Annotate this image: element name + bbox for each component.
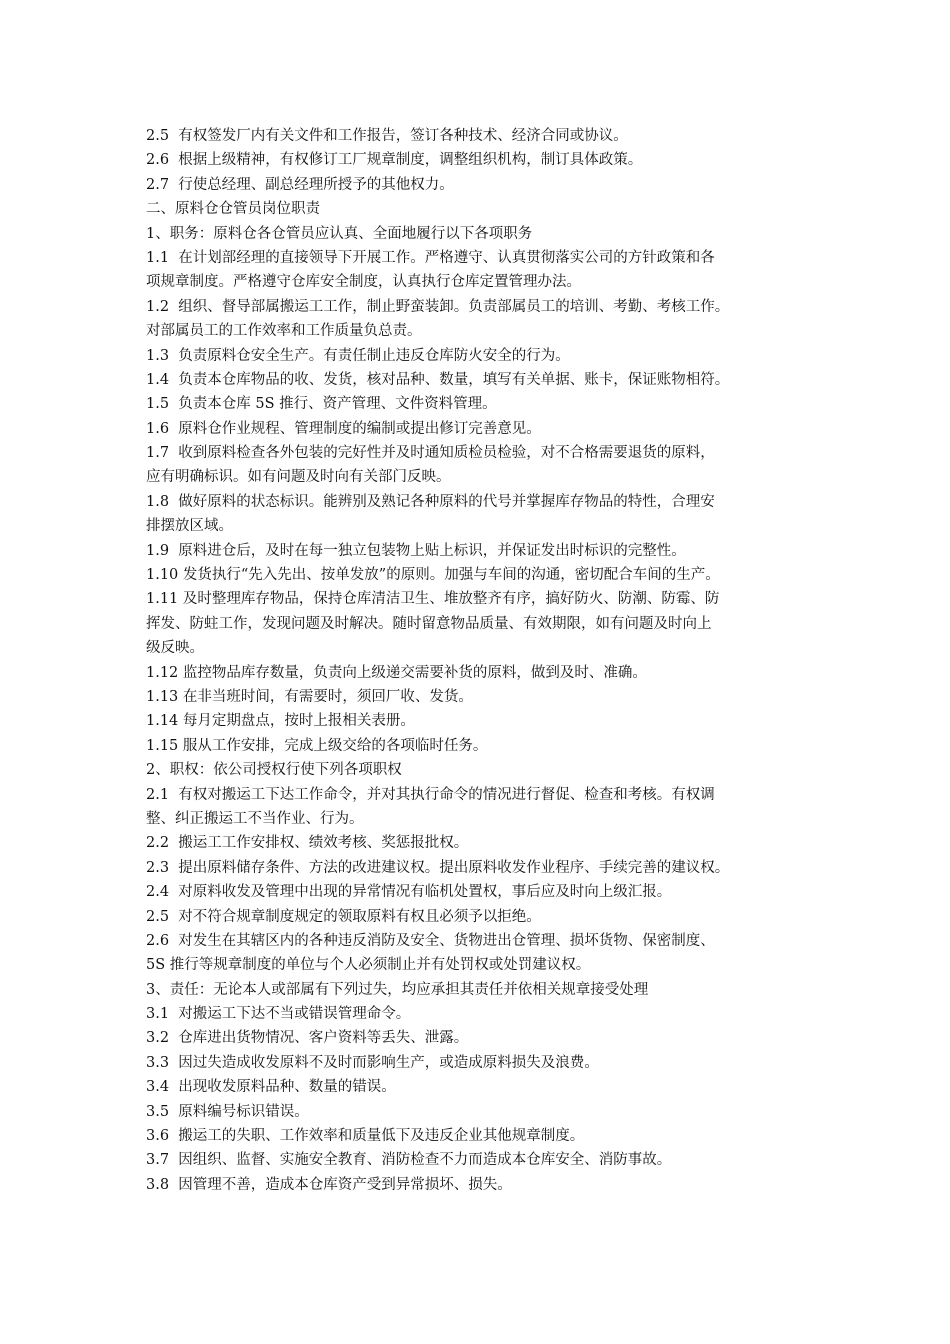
text-line: 挥发、防蛀工作，发现问题及时解决。随时留意物品质量、有效期限，如有问题及时向上 — [146, 615, 712, 632]
text-line: 2.1 有权对搬运工下达工作命令，并对其执行命令的情况进行督促、检查和考核。有权调 — [146, 786, 715, 803]
text-line: 1.9 原料进仓后，及时在每一独立包装物上贴上标识，并保证发出时标识的完整性。 — [146, 542, 686, 559]
text-line: 排摆放区域。 — [146, 518, 233, 535]
text-line: 级反映。 — [146, 640, 204, 657]
text-line: 应有明确标识。如有问题及时向有关部门反映。 — [146, 469, 451, 486]
text-line: 3.7 因组织、监督、实施安全教育、消防检查不力而造成本仓库安全、消防事故。 — [146, 1152, 672, 1169]
text-line: 1.2 组织、督导部属搬运工工作，制止野蛮装卸。负责部属员工的培训、考勤、考核工作。 — [146, 298, 730, 315]
text-line: 1.8 做好原料的状态标识。能辨别及熟记各种原料的代号并掌握库存物品的特性，合理安 — [146, 493, 715, 510]
text-line: 2.5 有权签发厂内有关文件和工作报告，签订各种技术、经济合同或协议。 — [146, 128, 628, 144]
text-line: 2.2 搬运工工作安排权、绩效考核、奖惩报批权。 — [146, 835, 469, 852]
text-line: 整、纠正搬运工不当作业、行为。 — [146, 810, 364, 827]
text-line: 项规章制度。严格遵守仓库安全制度，认真执行仓库定置管理办法。 — [146, 274, 581, 291]
text-line: 2.6 对发生在其辖区内的各种违反消防及安全、货物进出仓管理、损坏货物、保密制度、 — [146, 932, 715, 949]
text-line: 3.8 因管理不善，造成本仓库资产受到异常损坏、损失。 — [146, 1176, 512, 1193]
text-line: 3.4 出现收发原料品种、数量的错误。 — [146, 1079, 396, 1096]
subsection-heading: 2、职权：依公司授权行使下列各项职权 — [146, 762, 402, 779]
section-heading: 二、原料仓仓管员岗位职责 — [146, 201, 320, 218]
text-line: 1.5 负责本仓库 5S 推行、资产管理、文件资料管理。 — [146, 396, 497, 413]
text-line: 3.1 对搬运工下达不当或错误管理命令。 — [146, 1006, 411, 1023]
text-line: 2.7 行使总经理、副总经理所授予的其他权力。 — [146, 176, 454, 193]
text-line: 1.1 在计划部经理的直接领导下开展工作。严格遵守、认真贯彻落实公司的方针政策和各 — [146, 249, 715, 266]
text-line: 5S 推行等规章制度的单位与个人必须制止并有处罚权或处罚建议权。 — [146, 957, 591, 974]
subsection-heading: 1、职务：原料仓各仓管员应认真、全面地履行以下各项职务 — [146, 225, 533, 242]
text-line: 2.5 对不符合规章制度规定的领取原料有权且必须予以拒绝。 — [146, 908, 541, 925]
text-line: 3.2 仓库进出货物情况、客户资料等丢失、泄露。 — [146, 1030, 469, 1047]
text-line: 1.3 负责原料仓安全生产。有责任制止违反仓库防火安全的行为。 — [146, 347, 570, 364]
text-line: 3.6 搬运工的失职、工作效率和质量低下及违反企业其他规章制度。 — [146, 1128, 585, 1145]
text-line: 2.6 根据上级精神，有权修订工厂规章制度，调整组织机构，制订具体政策。 — [146, 152, 643, 169]
text-line: 3.3 因过失造成收发原料不及时而影响生产，或造成原料损失及浪费。 — [146, 1054, 599, 1071]
text-line: 1.12 监控物品库存数量，负责向上级递交需要补货的原料，做到及时、准确。 — [146, 664, 647, 681]
text-line: 1.14 每月定期盘点，按时上报相关表册。 — [146, 713, 415, 730]
text-line: 1.11 及时整理库存物品，保持仓库清洁卫生、堆放整齐有序，搞好防火、防潮、防霉、防 — [146, 591, 720, 608]
text-line: 对部属员工的工作效率和工作质量负总责。 — [146, 323, 422, 340]
document-body — [146, 124, 826, 1197]
text-line: 1.4 负责本仓库物品的收、发货，核对品种、数量，填写有关单据、账卡，保证账物相符。 — [146, 371, 730, 388]
text-line: 2.4 对原料收发及管理中出现的异常情况有临机处置权，事后应及时向上级汇报。 — [146, 884, 672, 901]
text-line: 1.15 服从工作安排，完成上级交给的各项临时任务。 — [146, 737, 488, 754]
text-line: 1.13 在非当班时间，有需要时，须回厂收、发货。 — [146, 688, 473, 705]
text-line: 1.6 原料仓作业规程、管理制度的编制或提出修订完善意见。 — [146, 420, 541, 437]
text-line: 1.7 收到原料检查各外包装的完好性并及时通知质检员检验，对不合格需要退货的原料， — [146, 445, 715, 462]
text-line: 1.10 发货执行“先入先出、按单发放”的原则。加强与车间的沟通，密切配合车间的生产。 — [146, 567, 720, 584]
text-line: 2.3 提出原料储存条件、方法的改进建议权。提出原料收发作业程序、手续完善的建议权。 — [146, 859, 730, 876]
text-line: 3.5 原料编号标识错误。 — [146, 1103, 309, 1120]
subsection-heading: 3、责任：无论本人或部属有下列过失，均应承担其责任并依相关规章接受处理 — [146, 981, 649, 998]
